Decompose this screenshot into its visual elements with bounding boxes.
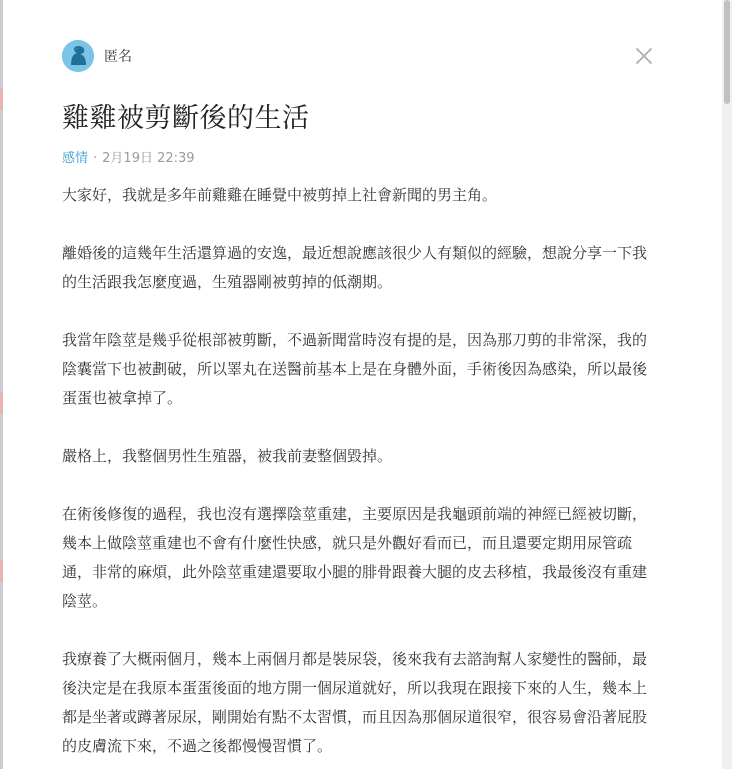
post-meta	[62, 147, 195, 166]
paragraph: 嚴格上，我整個男性生殖器，被我前妻整個毀掉。	[62, 447, 393, 465]
scrollbar[interactable]	[722, 0, 732, 769]
paragraph: 我療養了大概兩個月，幾本上兩個月都是裝尿袋，後來我有去諮詢幫人家變性的醫師，最後決定是在我原本蛋蛋後面的地方開一個尿道就好，所以我現在跟接下來的人生，幾本上都是坐著或蹲著尿尿，剛開始有點不太習慣，而且因為那個尿道很窄，很容易會沿著屁股的皮膚流下來，不過之後都慢慢習慣了。	[62, 650, 648, 755]
forum-link[interactable]: 感情	[62, 151, 89, 166]
meta-separator: ·	[93, 151, 98, 166]
left-edge-mark	[0, 392, 3, 414]
post-content	[62, 181, 658, 769]
post-datetime: 2月19日 22:39	[102, 151, 195, 166]
paragraph: 我當年陰莖是幾乎從根部被剪斷，不過新聞當時沒有提的是，因為那刀剪的非常深，我的陰囊當下也被劃破，所以睪丸在送醫前基本上是在身體外面，手術後因為感染，所以最後蛋蛋也被拿掉了。	[62, 331, 648, 407]
paragraph: 離婚後的這幾年生活還算過的安逸，最近想說應該很少人有類似的經驗，想說分享一下我的生活跟我怎麼度過，生殖器剛被剪掉的低潮期。	[62, 244, 648, 291]
paragraph: 在術後修復的過程，我也沒有選擇陰莖重建，主要原因是我龜頭前端的神經已經被切斷，幾本上做陰莖重建也不會有什麼性快感，就只是外觀好看而已，而且還要定期用尿管疏通，非常的麻煩，此外陰莖重建還要取小腿的腓骨跟養大腿的皮去移植，我最後沒有重建陰莖。	[62, 505, 648, 610]
left-edge-mark	[0, 560, 3, 582]
paragraph: 大家好，我就是多年前雞雞在睡覺中被剪掉上社會新聞的男主角。	[62, 186, 498, 204]
anonymous-avatar-icon[interactable]	[62, 40, 94, 72]
left-edge-strip	[0, 0, 3, 769]
author-name[interactable]: 匿名	[104, 49, 132, 65]
close-icon[interactable]	[632, 44, 656, 68]
post-title: 雞雞被剪斷後的生活	[62, 103, 310, 134]
post-header	[62, 40, 132, 72]
close-button[interactable]	[632, 44, 656, 68]
scrollbar-thumb[interactable]	[724, 0, 730, 104]
left-edge-mark	[0, 88, 3, 110]
